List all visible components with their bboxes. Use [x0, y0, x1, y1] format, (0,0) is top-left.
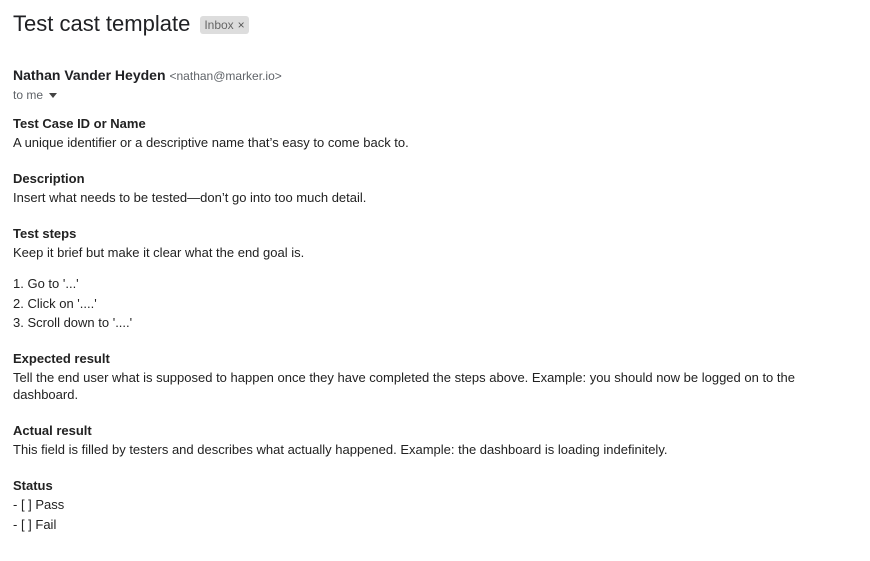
- section-title: Description: [13, 171, 85, 186]
- steps-list: [13, 275, 863, 331]
- sender-name[interactable]: Nathan Vander Heyden: [13, 67, 166, 83]
- subject-row: [13, 10, 249, 38]
- label-chip-text: Inbox: [204, 17, 234, 32]
- recipient-text: to me: [13, 88, 44, 102]
- section-title: Status: [13, 478, 53, 493]
- email-body: [13, 115, 863, 552]
- list-item: 3. Scroll down to '....': [13, 315, 133, 330]
- section-text: Insert what needs to be tested—don’t go into too much detail.: [13, 190, 367, 205]
- section-text: This field is filled by testers and describes what actually happened. Example: the dashboard is loading indefinitely.: [13, 442, 668, 457]
- sender-row: [13, 67, 282, 83]
- status-options: [13, 496, 863, 533]
- section-text: Keep it brief but make it clear what the end goal is.: [13, 245, 305, 260]
- section-title: Test steps: [13, 226, 77, 241]
- sender-email: <nathan@marker.io>: [169, 69, 282, 83]
- list-item: - [ ] Pass: [13, 497, 65, 512]
- chevron-down-icon[interactable]: [49, 93, 57, 98]
- section-expected-result: [13, 350, 863, 403]
- section-actual-result: [13, 422, 863, 458]
- inbox-label-chip[interactable]: [200, 16, 248, 34]
- section-test-case: [13, 115, 863, 151]
- section-status: [13, 477, 863, 533]
- section-description: [13, 170, 863, 206]
- list-item: 2. Click on '....': [13, 295, 97, 311]
- recipient-row[interactable]: [13, 88, 57, 102]
- section-title: Test Case ID or Name: [13, 116, 146, 131]
- section-test-steps: [13, 225, 863, 331]
- section-title: Expected result: [13, 351, 110, 366]
- list-item: - [ ] Fail: [13, 517, 57, 532]
- section-title: Actual result: [13, 423, 92, 438]
- section-text: A unique identifier or a descriptive name that’s easy to come back to.: [13, 135, 409, 150]
- email-subject: Test cast template: [13, 11, 191, 36]
- close-icon[interactable]: ×: [237, 17, 245, 32]
- list-item: 1. Go to '...': [13, 276, 79, 291]
- section-text: Tell the end user what is supposed to happen once they have completed the steps above. Example: you should now be logged on to the dashboard.: [13, 370, 795, 402]
